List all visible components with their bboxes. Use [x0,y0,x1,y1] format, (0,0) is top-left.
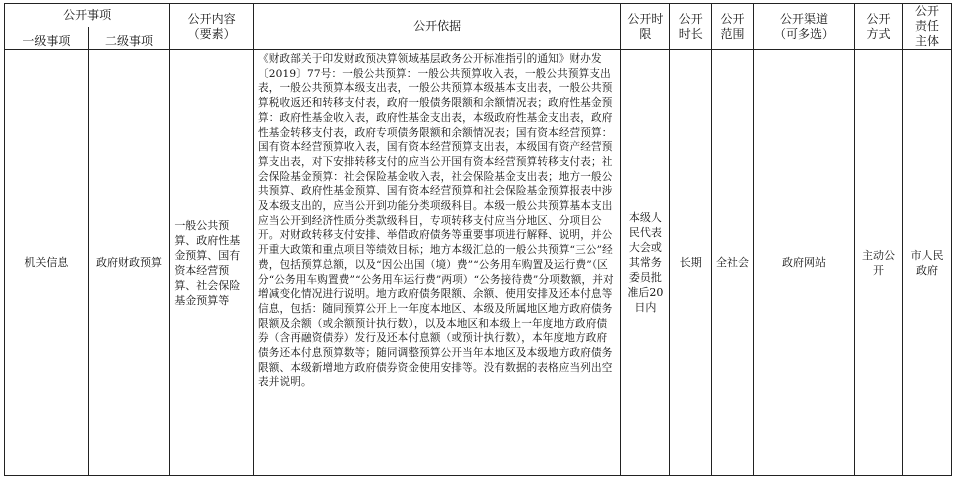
row-method-text: 主动公开 [861,248,895,277]
header-subject-line3: 主体 [914,34,939,48]
row-level2 [88,50,170,476]
header-subject-line2: 责任 [914,19,939,33]
disclosure-table [4,3,952,476]
header-time-limit-line2: 限 [639,26,652,41]
header-basis [253,4,620,50]
header-content-line1: 公开内容 [187,11,236,26]
row-time-limit [621,50,670,476]
header-method-line2: 方式 [866,26,891,41]
row-duration-text: 长期 [679,256,702,269]
header-subject-line1: 公开 [914,4,939,18]
header-time-limit [621,4,670,50]
header-matter-label: 公开事项 [63,7,112,22]
header-level1-label: 一级事项 [22,34,71,48]
row-time-limit-text: 本级人民代表大会或其常务委员批准后20日内 [627,211,664,314]
row-level1 [5,50,89,476]
row-basis [253,50,620,476]
header-duration-line1: 公开 [678,11,703,26]
row-scope-text: 全社会 [716,256,750,269]
row-basis-text: 《财政部关于印发财政预决算领域基层政务公开标准指引的通知》财办发〔2019〕77号：一般公共预算：一般公共预算收入表，一般公共预算支出表，一般公共预算本级支出表，一般公共预算本级基本支出表，一般公共预算税收返还和转移支付表，政府一般债务限额和余额情况表；政府性基金预算：政府性基金收入表，政府性基金支出表，本级政府性基金支出表，政府性基金转移支付表，政府专项债务限额和余额情况表；国有资本经营预算：国有资本经营预算收入表，国有资本经营预算支出表，本级国有资产经营预算支出表，对下安排转移支付的应当公开国有资本经营预算转移支付表；社会保险基金预算：社会保险基金收入表，社会保险基金支出表；地方一般公共预算、政府性基金预算、国有资本经营预算和社会保险基金预算报表中涉及本级支出的，应当公开到功能分类项级科目。本级一般公共预算基本支出应当公开到经济性质分类款级科目，专项转移支付应当分地区、分项目公开。对财政转移支付安排、举借政府债务等重要事项进行解释、说明，并公开重大政策和重点项目等绩效目标；地方本级汇总的一般公共预算“三公”经费，包括预算总额，以及“因公出国（境）费”“公务用车购置及运行费”（区分“公务用车购置费”“公务用车运行费”两项）“公务接待费”分项数额，并对增减变化情况进行说明。地方政府债务限额、余额、使用安排及还本付息等信息，包括：随同预算公开上一年度本地区、本级及所属地区地方政府债务限额及余额（或余额预计执行数），以及本地区和本级上一年度地方政府债券（含再融资债券）发行及还本付息额（或预计执行数），本年度地方政府债务还本付息预算数等；随同调整预算公开当年本地区及本级地方政府债务限额、本级新增地方政府债券资金使用安排等。没有数据的表格应当列出空表并说明。 [257,53,614,389]
header-duration-line2: 时长 [678,26,703,41]
row-method [854,50,902,476]
row-channel [753,50,854,476]
header-matter [5,4,170,27]
header-content-line2: （要素） [187,26,236,41]
header-duration [670,4,712,50]
header-channel-line1: 公开渠道 [779,11,828,26]
header-subject [902,4,951,50]
header-channel-line2: （可多选） [773,26,834,41]
header-scope-line1: 公开 [720,11,745,26]
header-level1 [5,27,89,50]
row-duration [670,50,712,476]
row-scope [712,50,754,476]
row-channel-text: 政府网站 [781,256,826,269]
header-time-limit-line1: 公开时 [627,11,664,26]
header-channel [753,4,854,50]
header-scope-line2: 范围 [720,26,745,41]
row-level1-text: 机关信息 [24,256,69,269]
row-content-text: 一般公共预算、政府性基金预算、国有资本经营预算、社会保险基金预算等 [174,218,241,307]
header-level2 [88,27,170,50]
header-scope [712,4,754,50]
row-subject-text: 市人民政府 [910,248,944,277]
row-subject [902,50,951,476]
header-level2-label: 二级事项 [104,34,153,48]
row-content [170,50,254,476]
header-content [170,4,254,50]
header-method-line1: 公开 [866,11,891,26]
header-method [854,4,902,50]
header-basis-label: 公开依据 [413,19,462,33]
row-level2-text: 政府财政预算 [95,256,162,269]
